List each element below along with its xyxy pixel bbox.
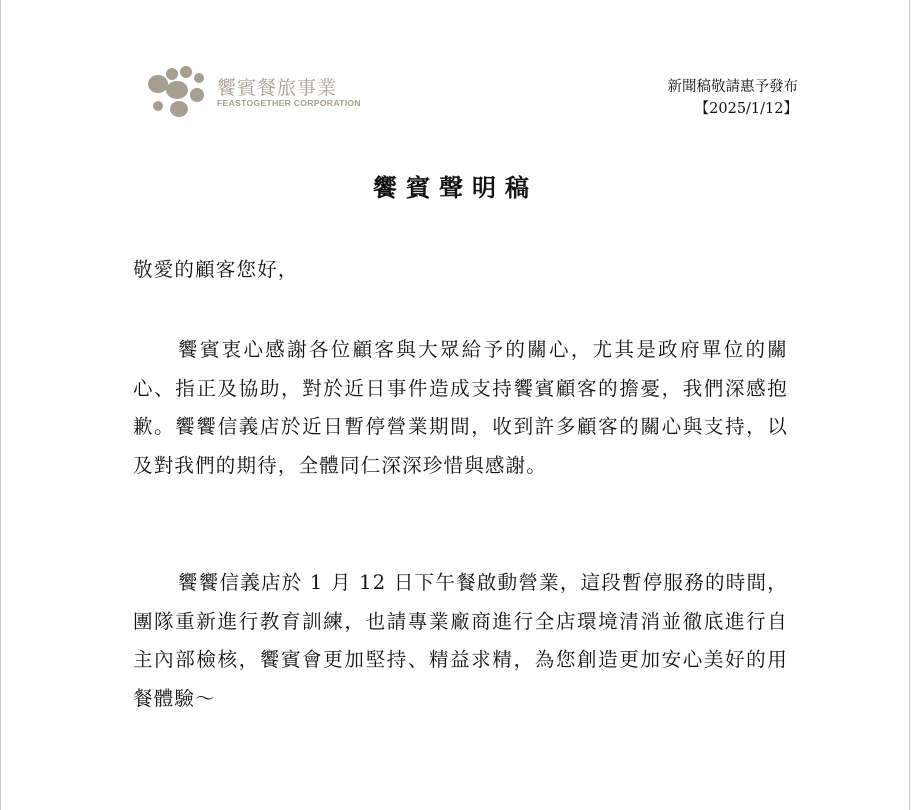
paragraph-1: 饗賓衷心感謝各位顧客與大眾給予的關心，尤其是政府單位的關心、指正及協助，對於近日事件造成支持饗賓顧客的擔憂，我們深感抱歉。饗饗信義店於近日暫停營業期間，收到許多顧客的關心與支持，以及對我們的期待，全體同仁深深珍惜與感謝。: [133, 338, 788, 477]
release-info: [668, 76, 799, 120]
logo-name-en: FEASTOGETHER CORPORATION: [217, 98, 361, 108]
company-logo: [144, 64, 384, 120]
release-note: 新聞稿敬請惠予發布: [667, 79, 798, 95]
paragraph-2: 饗饗信義店於 1 月 12 日下午餐啟動營業，這段暫停服務的時間，團隊重新進行教育訓練，也請專業廠商進行全店環境清消並徹底進行自主內部檢核，饗賓會更加堅持、精益求精，為您創造更加安心美好的用餐體驗～: [133, 571, 788, 710]
page-edge-left: [0, 0, 1, 810]
page-edge-right: [909, 0, 910, 810]
release-date: 【2025/1/12】: [694, 101, 798, 117]
document-title: 饗賓聲明稿: [373, 173, 538, 202]
greeting: 敬愛的顧客您好，: [133, 258, 299, 281]
paw-logo-icon: [144, 64, 214, 120]
logo-name-zh: 饗賓餐旅事業: [217, 77, 338, 99]
